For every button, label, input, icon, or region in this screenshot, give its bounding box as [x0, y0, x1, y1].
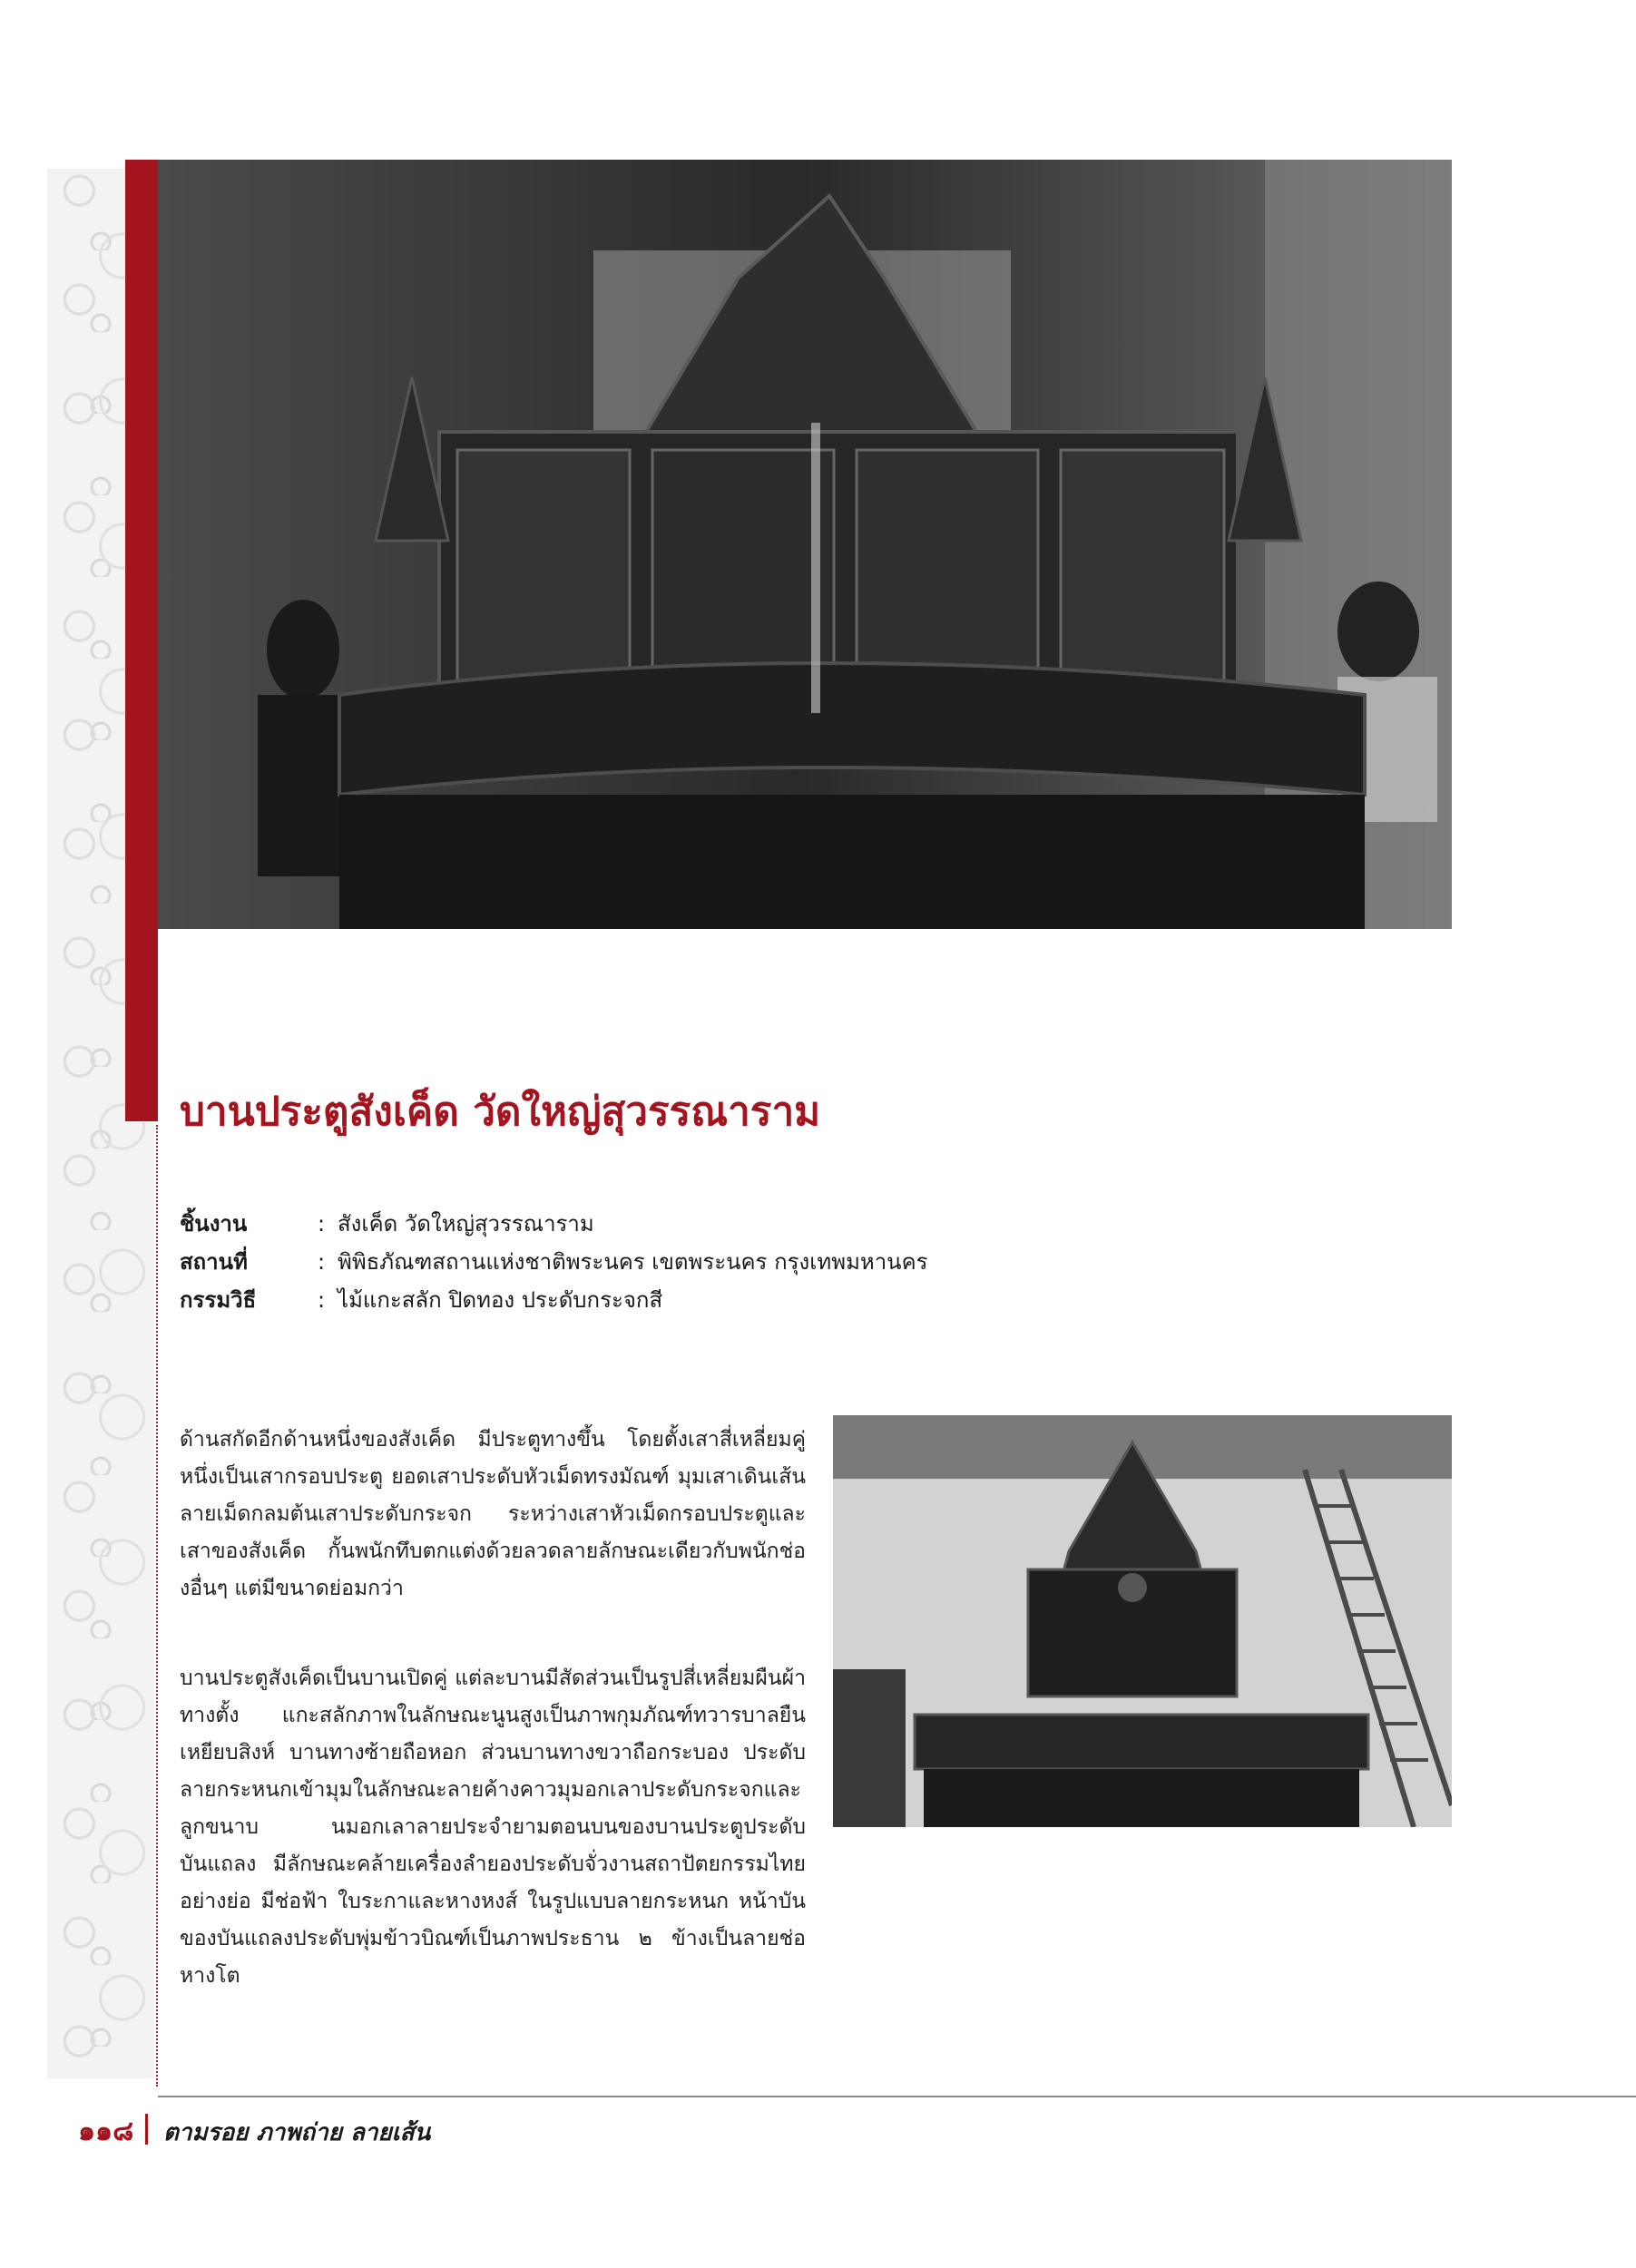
dotted-divider	[156, 1125, 158, 2087]
metadata-separator: :	[318, 1249, 326, 1275]
accent-bar	[125, 160, 158, 1121]
metadata-row-technique	[180, 1281, 928, 1319]
body-paragraph-2: บานประตูสังเค็ดเป็นบานเปิดคู่ แต่ละบานมีสัดส่วนเป็นรูปสี่เหลี่ยมผืนผ้าทางตั้ง แกะสลักภาพในลักษณะนูนสูงเป็นภาพกุมภัณฑ์ทวารบาลยืนเหยียบสิงห์ บานทางซ้ายถือหอก ส่วนบานทางขวาถือกระบอง ประดับลายกระหนกเข้ามุมในลักษณะลายค้างคาวมุมอกเลาประดับกระจกและลูกขนาบ นมอกเลาลายประจำยามตอนบนของบานประตูประดับบันแถลง มีลักษณะคล้ายเครื่องลำยองประดับจั่วงานสถาปัตยกรรมไทยอย่างย่อ มีช่อฟ้า ใบระกาและหางหงส์ ในรูปแบบลายกระหนก หน้าบันของบันแถลงประดับพุ่มข้าวบิณฑ์เป็นภาพประธาน ๒ ข้างเป็นลายช่อหางโต	[180, 1667, 806, 1988]
metadata-row-location	[180, 1243, 928, 1281]
metadata-value: สังเค็ด วัดใหญ่สุวรรณาราม	[338, 1211, 594, 1237]
metadata-value: พิพิธภัณฑสถานแห่งชาติพระนคร เขตพระนคร กรุงเทพมหานคร	[338, 1249, 928, 1275]
page-title: บานประตูสังเค็ด วัดใหญ่สุวรรณาราม	[180, 1089, 821, 1135]
metadata-separator: :	[318, 1287, 326, 1313]
footer-title: ตามรอย ภาพถ่าย ลายเส้น	[163, 2119, 431, 2146]
metadata-row-artwork	[180, 1205, 928, 1243]
metadata-label: กรรมวิธี	[180, 1287, 257, 1313]
metadata-label: สถานที่	[180, 1249, 248, 1275]
metadata-label: ชิ้นงาน	[180, 1211, 248, 1237]
page-number: ๑๑๘	[78, 2116, 134, 2147]
main-photo	[158, 160, 1452, 929]
footer-rule	[158, 2096, 1636, 2097]
metadata-separator: :	[318, 1211, 326, 1237]
footer-divider	[145, 2114, 148, 2145]
secondary-photo	[833, 1415, 1452, 1827]
metadata-list	[180, 1205, 928, 1319]
body-paragraph-1: ด้านสกัดอีกด้านหนึ่งของสังเค็ด มีประตูทางขึ้น โดยตั้งเสาสี่เหลี่ยมคู่หนึ่งเป็นเสากรอบประตู ยอดเสาประดับหัวเม็ดทรงมัณฑ์ มุมเสาเดินเส้นลายเม็ดกลมต้นเสาประดับกระจก ระหว่างเสาหัวเม็ดกรอบประตูและเสาของสังเค็ด กั้นพนักทึบตกแต่งด้วยลวดลายลักษณะเดียวกับพนักช่องอื่นๆ แต่มีขนาดย่อมกว่า	[180, 1428, 806, 1600]
metadata-value: ไม้แกะสลัก ปิดทอง ประดับกระจกสี	[338, 1287, 663, 1313]
